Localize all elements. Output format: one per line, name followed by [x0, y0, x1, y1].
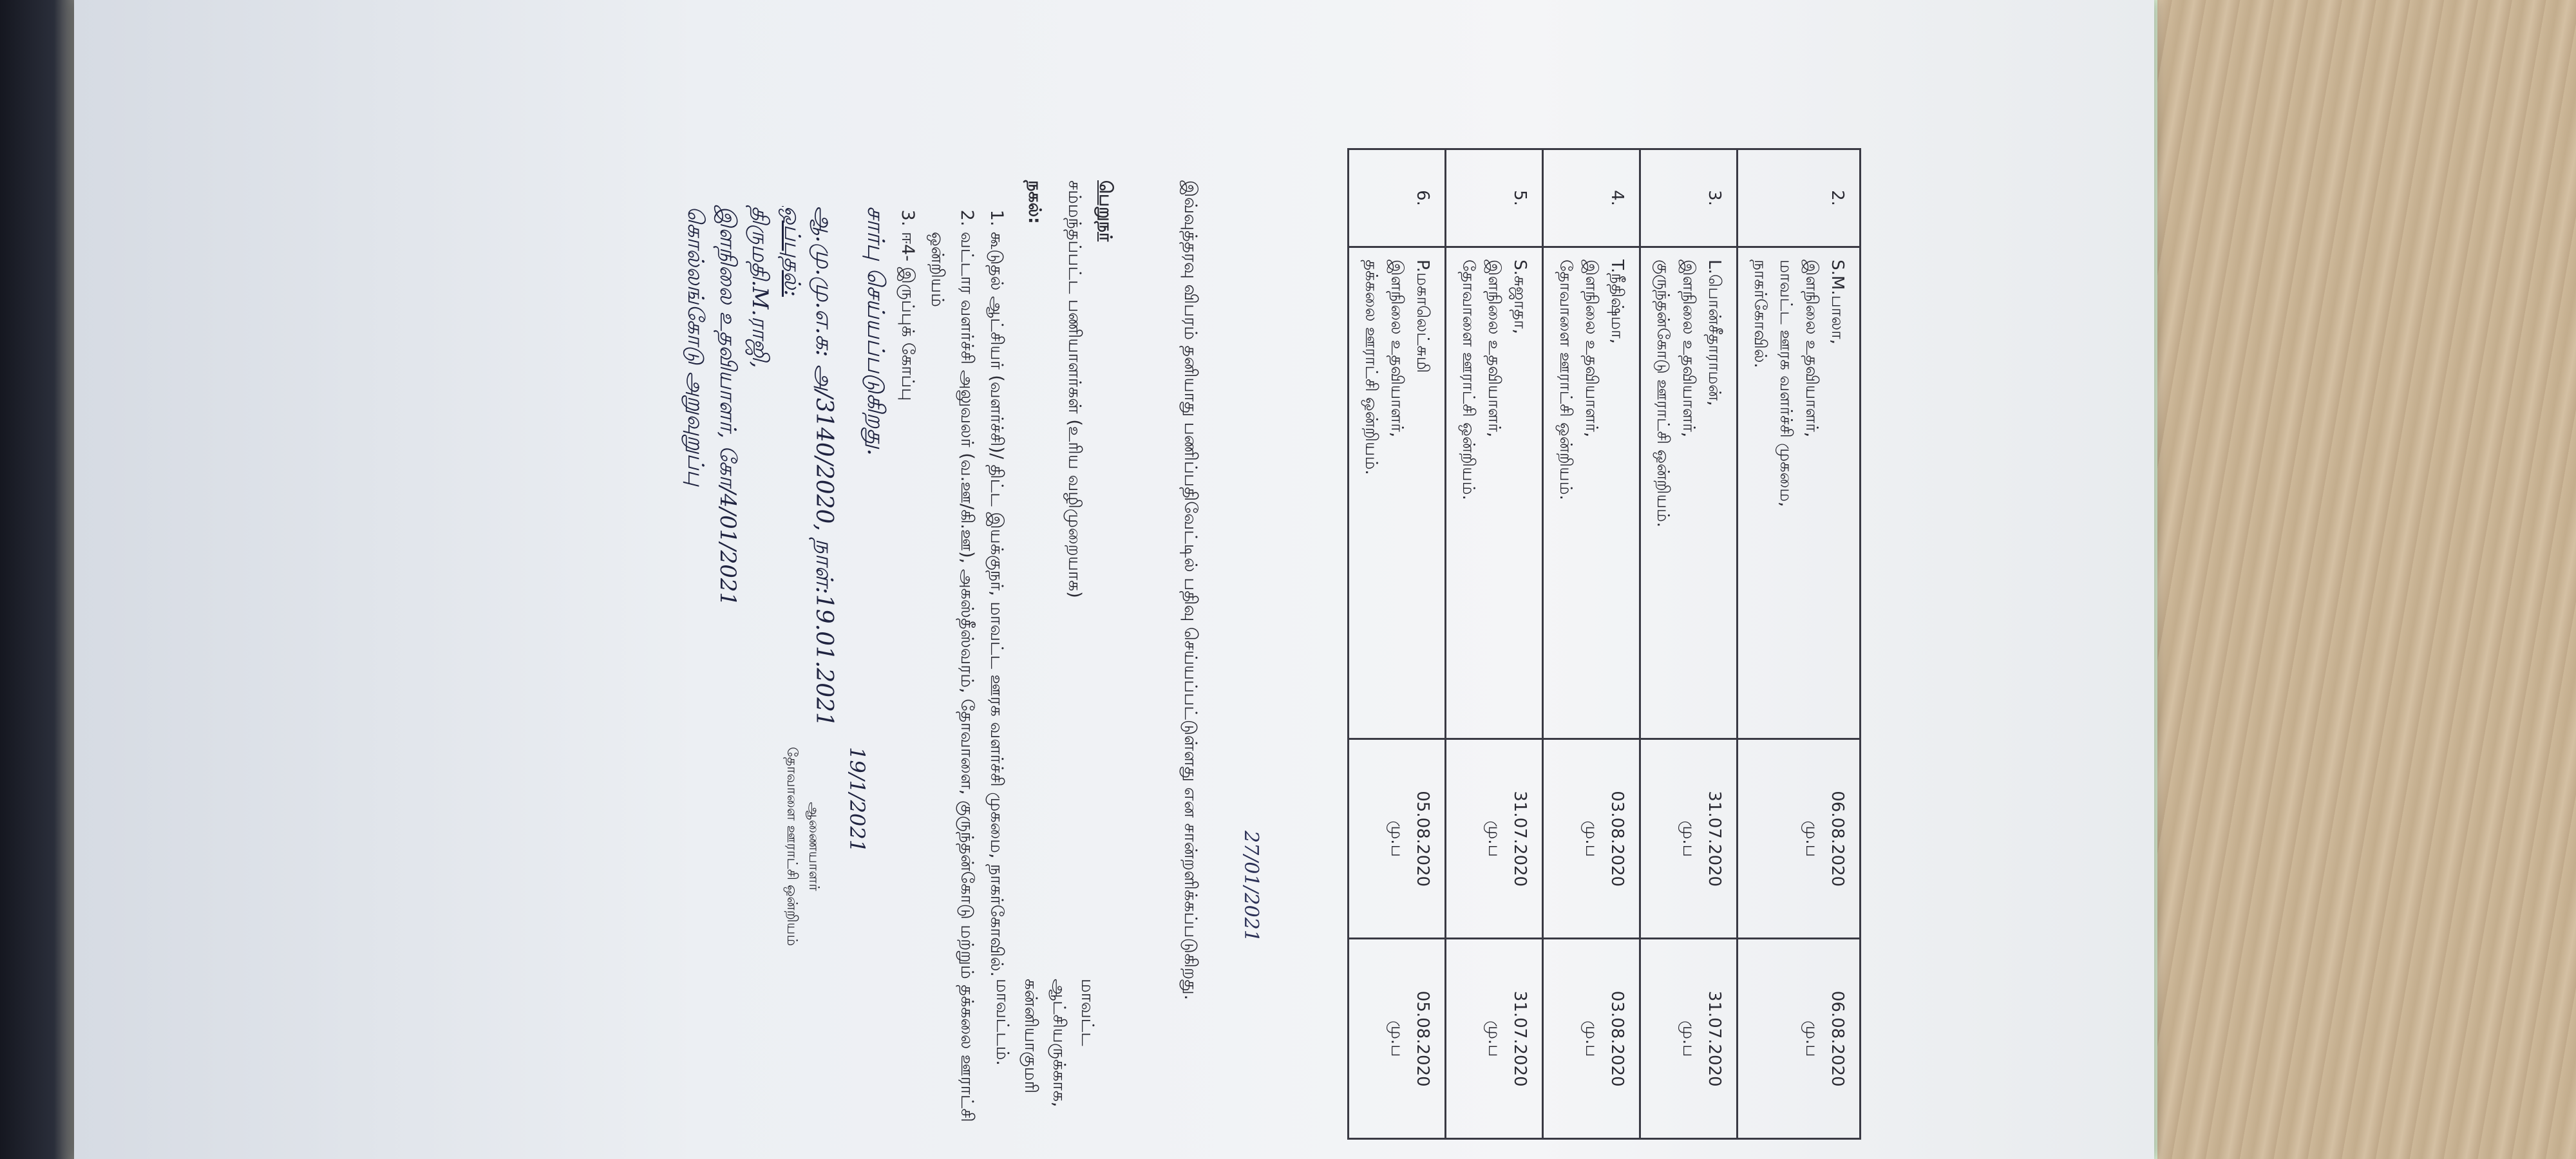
employee-cell	[1640, 247, 1738, 739]
employee-line: தக்கலை ஊராட்சி ஒன்றியம்.	[1361, 259, 1381, 475]
recipient-section	[1019, 180, 1121, 598]
employee-cell	[1446, 247, 1543, 739]
employee-cell	[1543, 247, 1640, 739]
date-line: 03.08.2020	[1607, 791, 1627, 887]
employee-line: குருந்தன்கோடு ஊராட்சி ஒன்றியம்.	[1653, 259, 1672, 528]
signature-line-1: மாவட்ட ஆட்சியருக்காக,	[1049, 979, 1097, 1107]
employee-line: T.நீதிஷ்மா,	[1607, 259, 1627, 344]
date-line: மு.ப	[1679, 820, 1698, 857]
handwritten-signature-date: 19/1/2021	[845, 747, 869, 853]
employee-line: தோவாளை ஊராட்சி ஒன்றியம்.	[1556, 259, 1575, 500]
seal-line-1: ஆணையாளர்	[806, 802, 822, 891]
serial-number-cell: 6.	[1349, 149, 1446, 247]
joining-date-cell	[1349, 939, 1446, 1139]
date-line: மு.ப	[1484, 1020, 1504, 1057]
background-wood-right	[2138, 0, 2576, 1159]
joining-date-cell	[1543, 939, 1640, 1139]
copy-heading: நகல்:	[1025, 180, 1045, 224]
serial-number-cell: 4.	[1543, 149, 1640, 247]
date-line: 31.07.2020	[1705, 791, 1724, 887]
employee-line: தோவாளை ஊராட்சி ஒன்றியம்.	[1459, 259, 1478, 500]
serial-number-cell: 2.	[1738, 149, 1861, 247]
employee-line: இளநிலை உதவியாளர்,	[1484, 259, 1504, 438]
date-line: 06.08.2020	[1828, 990, 1847, 1087]
copy-item-2: 2. வட்டார வளர்ச்சி அலுவலர் (வ.ஊ/கி.ஊ), அகஸ்தீஸ்வரம், தோவாளை, குருந்தன்கோடு மற்றும் தக்கலை ஊராட்சி ஒன்றியம்	[922, 232, 981, 1133]
serial-number-cell: 3.	[1640, 149, 1738, 247]
date-line: மு.ப	[1387, 1020, 1406, 1057]
date-line: மு.ப	[1582, 1020, 1601, 1057]
date-line: 05.08.2020	[1413, 990, 1432, 1087]
employee-line: இளநிலை உதவியாளர்,	[1802, 259, 1821, 438]
posting-table	[1347, 148, 1861, 1140]
joining-date-cell	[1640, 939, 1738, 1139]
date-line: மு.ப	[1484, 820, 1504, 857]
signature-line-2: கன்னியாகுமரி மாவட்டம்.	[992, 979, 1041, 1094]
background-dark-left	[0, 0, 77, 1159]
date-line: 06.08.2020	[1828, 791, 1847, 887]
relieving-date-cell	[1543, 739, 1640, 939]
handwritten-ref-heading: ஒப்புதல்:	[779, 206, 805, 297]
posting-table-body	[1349, 149, 1861, 1139]
table-row	[1640, 149, 1738, 1139]
employee-line: இளநிலை உதவியாளர்,	[1387, 259, 1406, 438]
relieving-date-cell	[1738, 739, 1861, 939]
employee-line: இளநிலை உதவியாளர்,	[1582, 259, 1601, 438]
handwritten-to-2: இளநிலை உதவியாளர், கோ/4/01/2021	[715, 206, 741, 607]
employee-cell	[1738, 247, 1861, 739]
copy-list	[893, 206, 1011, 1133]
copy-item-3: 3. ஈ4- இருப்புக் கோப்பு	[893, 232, 922, 1133]
employee-line: P.மகாலெட்சுமி	[1413, 259, 1432, 373]
copy-item-1: 1. கூடுதல் ஆட்சியர் (வளர்ச்சி)/ திட்ட இயக்குநர், மாவட்ட ஊரக வளர்ச்சி முகமை, நாகர்கோவில்.	[981, 232, 1011, 1133]
employee-cell	[1349, 247, 1446, 739]
office-seal	[781, 747, 824, 946]
joining-date-cell	[1446, 939, 1543, 1139]
handwritten-to-1: திருமதி.M.ராஜி,	[747, 206, 773, 368]
table-row	[1349, 149, 1446, 1139]
handwritten-date-note: 27/01/2021	[1240, 831, 1262, 942]
date-line: 31.07.2020	[1705, 990, 1724, 1087]
employee-line: L.பொன்சீதாராமன்,	[1705, 259, 1724, 406]
employee-line: S.சுஜாதா,	[1510, 259, 1530, 334]
table-row	[1738, 149, 1861, 1139]
employee-line: S.M.பாலா,	[1828, 259, 1847, 344]
certification-remark: இவ்வுத்தரவு விபரம் தனியாது பணிப்பதிவேட்டில் பதிவு செய்யப்பட்டுள்ளது என சான்றளிக்கப்படுகிறது.	[1180, 180, 1200, 1001]
employee-line: நாகர்கோவில்.	[1750, 259, 1770, 368]
date-line: மு.ப	[1582, 820, 1601, 857]
date-line: மு.ப	[1679, 1020, 1698, 1057]
date-line: 03.08.2020	[1607, 990, 1627, 1087]
relieving-date-cell	[1640, 739, 1738, 939]
document-content	[122, 13, 2106, 1146]
date-line: 31.07.2020	[1510, 791, 1530, 887]
handwritten-ack: சார்பு செய்யப்படுகிறது.	[862, 206, 889, 456]
employee-line: மாவட்ட ஊரக வளர்ச்சி முகமை,	[1776, 259, 1795, 507]
recipient-heading: பெறுநர்	[1095, 180, 1115, 242]
date-line: 05.08.2020	[1413, 791, 1432, 887]
table-row	[1446, 149, 1543, 1139]
date-line: மு.ப	[1387, 820, 1406, 857]
date-line: 31.07.2020	[1510, 990, 1530, 1087]
serial-number-cell: 5.	[1446, 149, 1543, 247]
table-row	[1543, 149, 1640, 1139]
seal-line-2: தோவாளை ஊராட்சி ஒன்றியம்	[784, 747, 800, 947]
recipient-line: சம்மந்தப்பட்ட பணியாளர்கள் (உரிய வழிமுறையாக)	[1065, 180, 1084, 598]
date-line: மு.ப	[1802, 820, 1821, 857]
joining-date-cell	[1738, 939, 1861, 1139]
relieving-date-cell	[1446, 739, 1543, 939]
employee-line: இளநிலை உதவியாளர்,	[1679, 259, 1698, 438]
handwritten-ref-line: ஆ.மு.மு.எ.க: அ/3140/2020, நாள்:19.01.2021	[811, 206, 837, 727]
date-line: மு.ப	[1802, 1020, 1821, 1057]
relieving-date-cell	[1349, 739, 1446, 939]
handwritten-to-3: கொல்லங்கோடு அறுவுறுப்பு	[683, 206, 708, 486]
